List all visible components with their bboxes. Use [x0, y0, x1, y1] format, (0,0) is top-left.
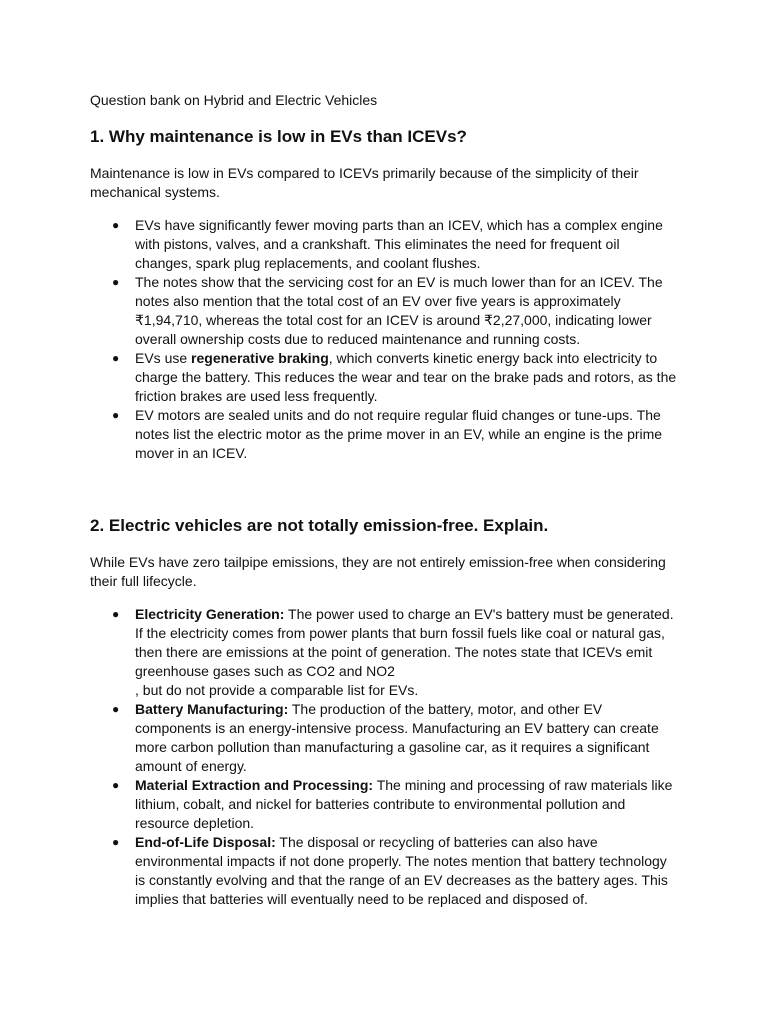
point-bold: Material Extraction and Processing:: [135, 777, 374, 793]
bullet-icon: ●: [112, 275, 120, 289]
point-pre: EVs use: [135, 350, 192, 366]
point-bold: Battery Manufacturing:: [135, 701, 289, 717]
section-1: [90, 126, 678, 463]
list-item: [90, 349, 678, 406]
point-text: , which converts kinetic energy back into electricity to charge the battery. This reduces the wear and tear on the brake pads and rotors, as the friction brakes are used less frequently.: [135, 350, 677, 404]
section-1-heading: 1. Why maintenance is low in EVs than ICEVs?: [90, 127, 467, 146]
section-1-list: [90, 216, 678, 463]
bullet-icon: ●: [112, 408, 120, 422]
bullet-icon: ●: [112, 778, 120, 792]
point-bold: regenerative braking: [191, 350, 329, 366]
point-text: EVs have significantly fewer moving parts than an ICEV, which has a complex engine with pistons, valves, and a crankshaft. This eliminates the need for frequent oil changes, spark plug replacements, and coolant flushes.: [135, 217, 663, 271]
point-text: The production of the battery, motor, and other EV components is an energy-intensive process. Manufacturing an EV battery can create more carbon pollution than manufacturing a gasoline car, as it requires a significant amount of energy.: [135, 701, 659, 774]
list-item: [90, 700, 678, 776]
point-text: EV motors are sealed units and do not require regular fluid changes or tune-ups. The notes list the electric motor as the prime mover in an EV, while an engine is the prime mover in an ICEV.: [135, 407, 663, 461]
section-2-heading: 2. Electric vehicles are not totally emission-free. Explain.: [90, 516, 549, 535]
section-1-intro: Maintenance is low in EVs compared to ICEVs primarily because of the simplicity of their mechanical systems.: [90, 165, 639, 200]
list-item: [90, 216, 678, 273]
bullet-icon: ●: [112, 702, 120, 716]
bullet-icon: ●: [112, 607, 120, 621]
point-text: The notes show that the servicing cost for an EV is much lower than for an ICEV. The notes also mention that the total cost of an EV over five years is approximately ₹1,94,710, whereas the total cost for an ICEV is around ₹2,27,000, indicating lower overall ownership costs due to reduced maintenance and running costs.: [135, 274, 663, 347]
bullet-icon: ●: [112, 351, 120, 365]
point-bold: End-of-Life Disposal:: [135, 834, 276, 850]
section-2-intro: While EVs have zero tailpipe emissions, they are not entirely emission-free when considering their full lifecycle.: [90, 554, 666, 589]
point-bold: Electricity Generation:: [135, 606, 285, 622]
list-item: [90, 406, 678, 463]
point-text: The disposal or recycling of batteries can also have environmental impacts if not done properly. The notes mention that battery technology is constantly evolving and that the range of an EV decreases as the battery ages. This implies that batteries will eventually need to be replaced and disposed of.: [135, 834, 668, 907]
list-item: [90, 776, 678, 833]
section-2-list: [90, 605, 678, 909]
section-spacer: [90, 463, 678, 515]
bullet-icon: ●: [112, 218, 120, 232]
point-text: The power used to charge an EV's battery must be generated. If the electricity comes from power plants that burn fossil fuels like coal or natural gas, then there are emissions at the point of generation. The notes state that ICEVs emit greenhouse gases such as CO2 and NO2 , but do not provide a comparable list for EVs.: [135, 606, 674, 698]
document-title: Question bank on Hybrid and Electric Vehicles: [90, 92, 378, 108]
bullet-icon: ●: [112, 835, 120, 849]
section-2: [90, 515, 678, 909]
list-item: [90, 273, 678, 349]
list-item: [90, 833, 678, 909]
point-text: The mining and processing of raw materials like lithium, cobalt, and nickel for batteries contribute to environmental pollution and resource depletion.: [135, 777, 673, 831]
list-item: [90, 605, 678, 700]
